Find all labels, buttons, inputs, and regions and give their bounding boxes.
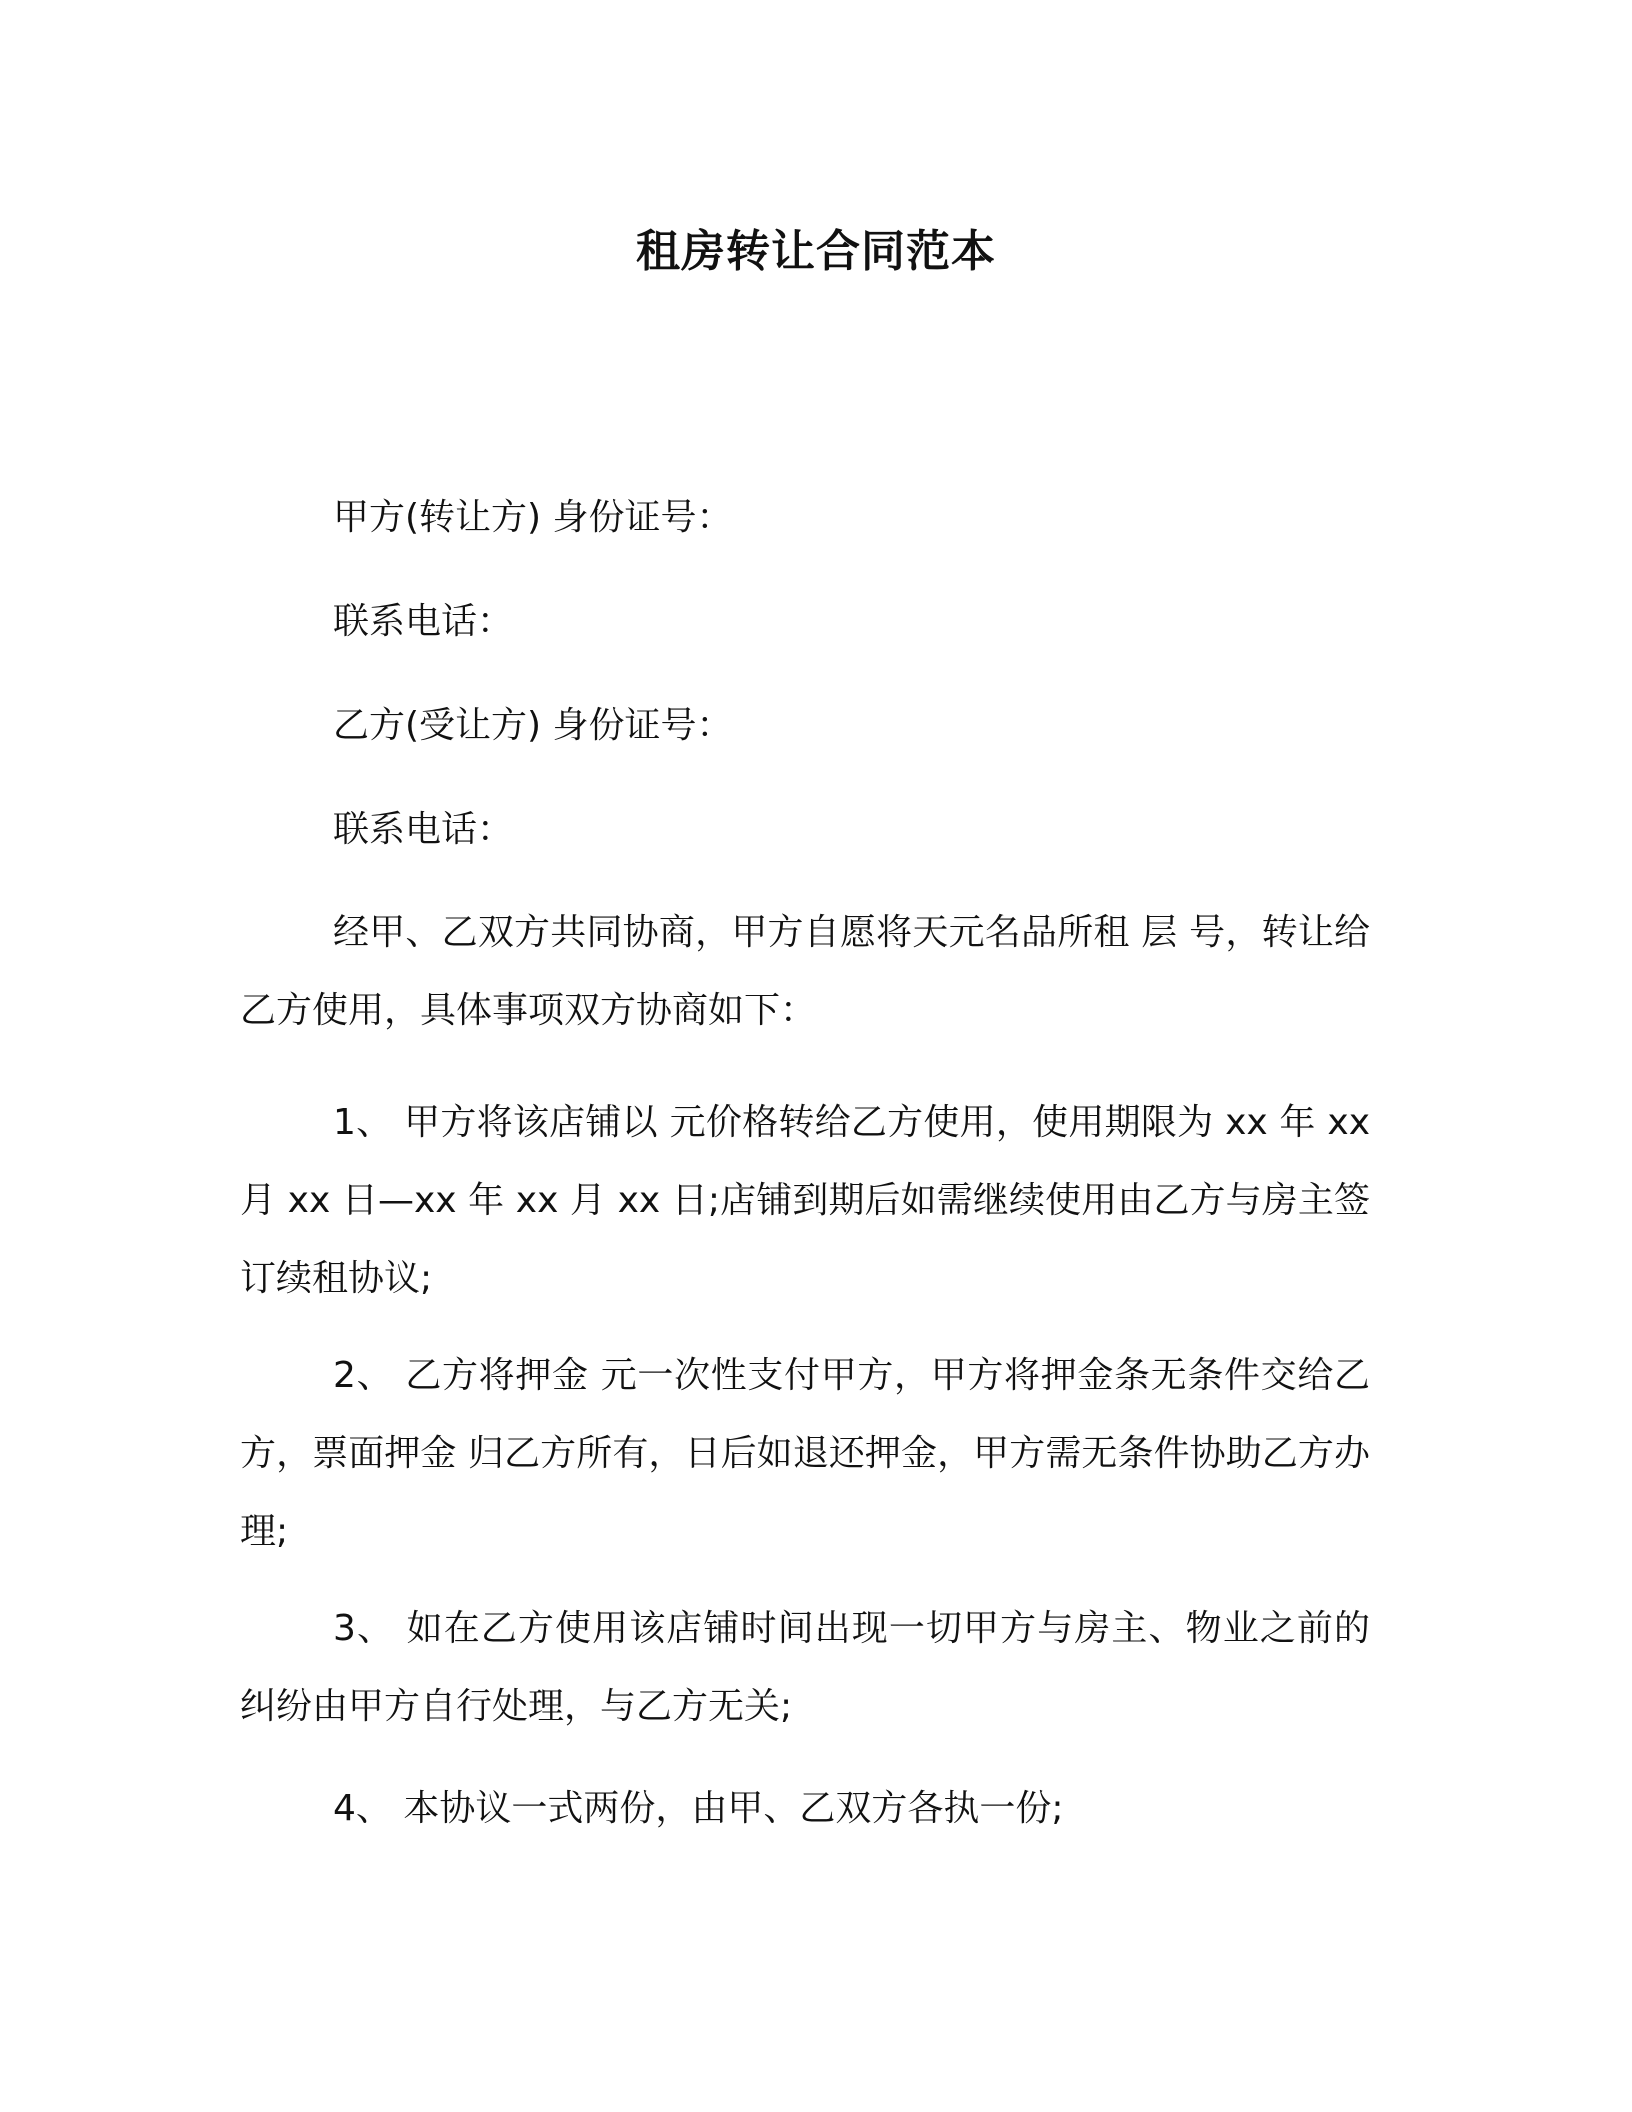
clause-1: 1、 甲方将该店铺以 元价格转给乙方使用，使用期限为 xx 年 xx 月 xx 日—xx 年 xx 月 xx 日;店铺到期后如需继续使用由乙方与房主签订续租协议; (240, 1102, 1370, 1299)
intro-paragraph: 经甲、乙双方共同协商，甲方自愿将天元名品所租 层 号，转让给乙方使用，具体事项双方协商如下： (240, 912, 1370, 1031)
party-a-id-line: 甲方(转让方) 身份证号： (333, 497, 733, 538)
party-a-phone-line: 联系电话： (333, 601, 514, 642)
clause-4: 4、 本协议一式两份，由甲、乙双方各执一份; (333, 1788, 1064, 1829)
document-title: 租房转让合同范本 (636, 226, 996, 277)
party-b-id-line: 乙方(受让方) 身份证号： (333, 705, 733, 746)
clause-2: 2、 乙方将押金 元一次性支付甲方，甲方将押金条无条件交给乙方，票面押金 归乙方所有，日后如退还押金，甲方需无条件协助乙方办理; (240, 1355, 1370, 1552)
party-b-phone-line: 联系电话： (333, 809, 514, 850)
clause-3: 3、 如在乙方使用该店铺时间出现一切甲方与房主、物业之前的纠纷由甲方自行处理，与乙方无关; (240, 1608, 1370, 1727)
